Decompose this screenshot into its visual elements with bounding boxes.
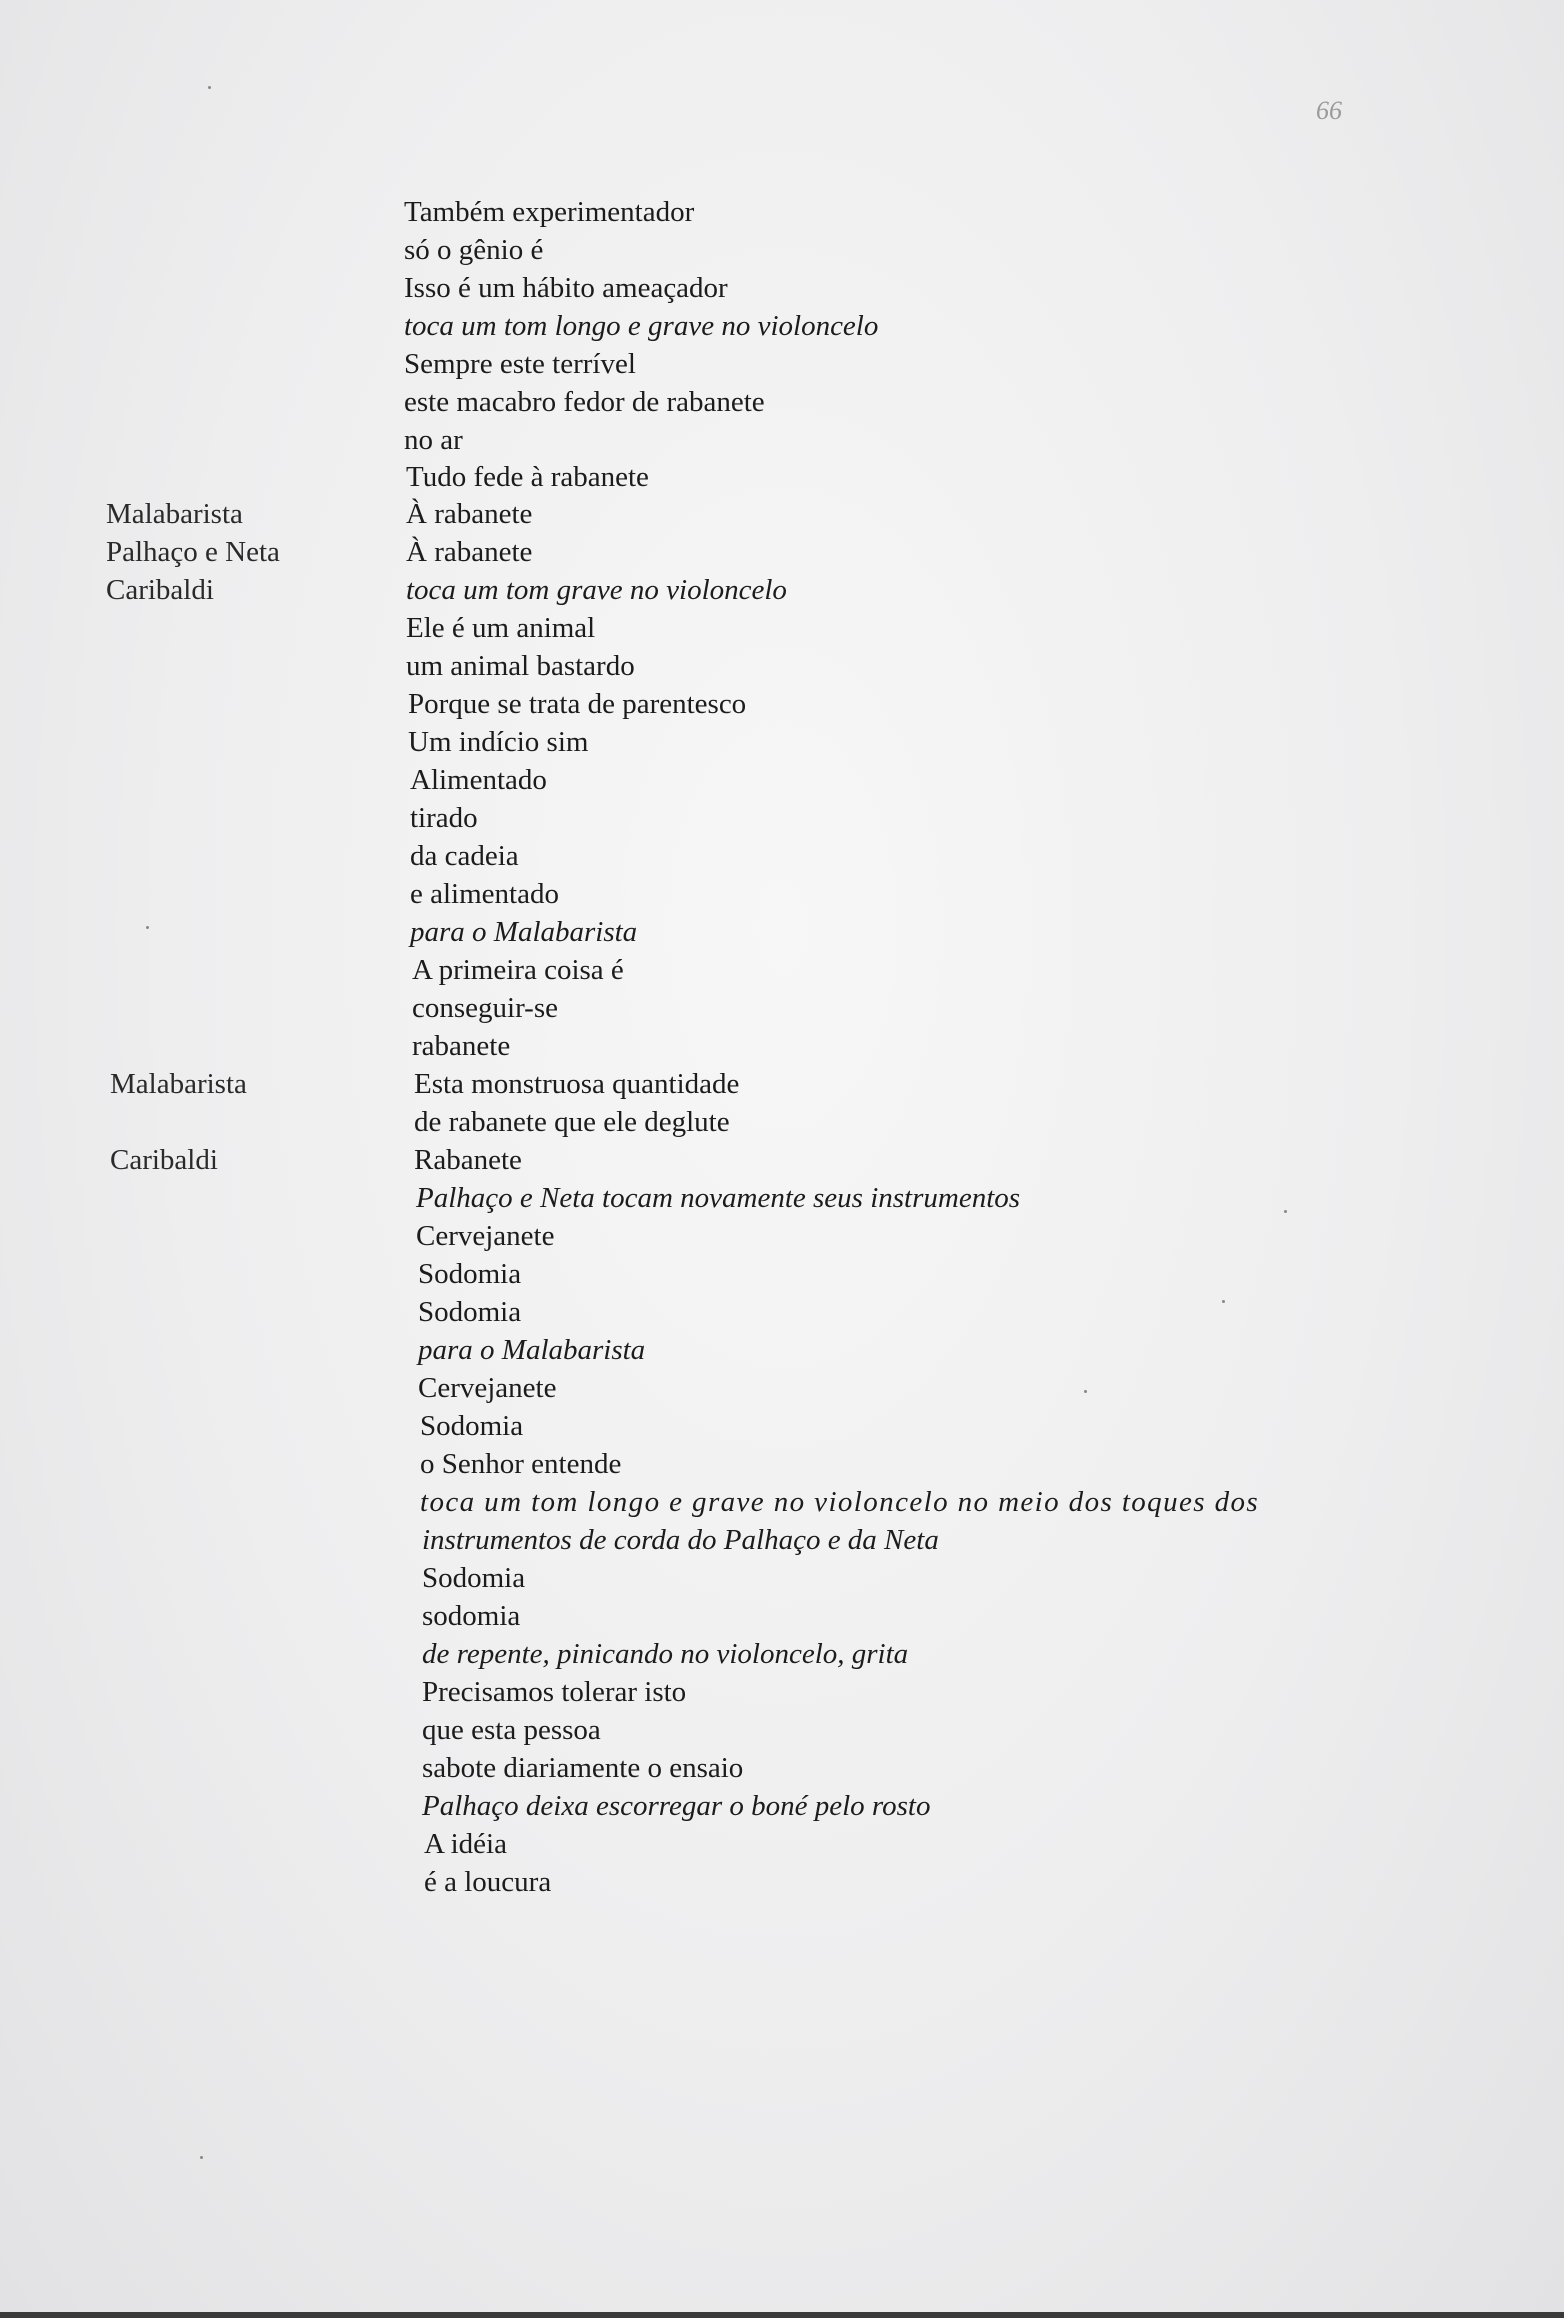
dialogue-line: À rabanete [406, 536, 533, 568]
speaker-name: Caribaldi [106, 574, 214, 606]
scan-speck [200, 2156, 203, 2159]
stage-direction: instrumentos de corda do Palhaço e da Neta [422, 1524, 939, 1556]
speaker-name: Malabarista [106, 498, 243, 530]
dialogue-line: rabanete [412, 1030, 511, 1062]
stage-direction: toca um tom grave no violoncelo [406, 574, 787, 606]
dialogue-line: Cervejanete [418, 1372, 557, 1404]
dialogue-line: Sodomia [420, 1410, 524, 1442]
stage-direction: para o Malabarista [418, 1334, 646, 1366]
dialogue-line: um animal bastardo [406, 650, 635, 682]
dialogue-line: Porque se trata de parentesco [408, 688, 747, 720]
stage-direction: Palhaço deixa escorregar o boné pelo rosto [422, 1790, 931, 1822]
scan-speck [208, 86, 211, 89]
dialogue-line: Também experimentador [404, 196, 695, 228]
scan-speck [1222, 1300, 1225, 1303]
dialogue-line: e alimentado [410, 878, 559, 910]
dialogue-line: só o gênio é [404, 234, 544, 266]
dialogue-line: o Senhor entende [420, 1448, 622, 1480]
dialogue-line: este macabro fedor de rabanete [404, 386, 765, 418]
stage-direction: toca um tom longo e grave no violoncelo no meio dos toques dos [420, 1486, 1260, 1518]
stage-direction: Palhaço e Neta tocam novamente seus instrumentos [416, 1182, 1021, 1214]
dialogue-line: Precisamos tolerar isto [422, 1676, 687, 1708]
dialogue-line: sodomia [422, 1600, 521, 1632]
stage-direction: toca um tom longo e grave no violoncelo [404, 310, 879, 342]
dialogue-line: Cervejanete [416, 1220, 555, 1252]
dialogue-line: Esta monstruosa quantidade [414, 1068, 740, 1100]
dialogue-line: sabote diariamente o ensaio [422, 1752, 744, 1784]
page-number: 66 [1316, 96, 1342, 125]
dialogue-line: Isso é um hábito ameaçador [404, 272, 728, 304]
dialogue-line: conseguir-se [412, 992, 558, 1024]
dialogue-line: de rabanete que ele deglute [414, 1106, 730, 1138]
dialogue-line: Rabanete [414, 1144, 522, 1176]
stage-direction: para o Malabarista [410, 916, 638, 948]
dialogue-line: Sodomia [418, 1258, 522, 1290]
scan-speck [146, 926, 149, 929]
speaker-name: Palhaço e Neta [106, 536, 280, 568]
dialogue-line: Tudo fede à rabanete [406, 461, 649, 493]
dialogue-line: Sodomia [418, 1296, 522, 1328]
speaker-name: Malabarista [110, 1068, 247, 1100]
dialogue-line: Um indício sim [408, 726, 589, 758]
scan-edge [0, 2312, 1564, 2318]
dialogue-line: Sempre este terrível [404, 348, 636, 380]
scan-speck [1284, 1210, 1287, 1213]
dialogue-line: é a loucura [424, 1866, 552, 1898]
dialogue-line: A idéia [424, 1828, 507, 1860]
dialogue-line: Sodomia [422, 1562, 526, 1594]
dialogue-line: da cadeia [410, 840, 519, 872]
speaker-name: Caribaldi [110, 1144, 218, 1176]
dialogue-line: que esta pessoa [422, 1714, 601, 1746]
stage-direction: de repente, pinicando no violoncelo, grita [422, 1638, 909, 1670]
dialogue-line: Alimentado [410, 764, 547, 796]
dialogue-line: no ar [404, 424, 463, 456]
dialogue-line: À rabanete [406, 498, 533, 530]
dialogue-line: Ele é um animal [406, 612, 596, 644]
dialogue-line: tirado [410, 802, 478, 834]
dialogue-line: A primeira coisa é [412, 954, 624, 986]
scan-speck [1084, 1390, 1087, 1393]
